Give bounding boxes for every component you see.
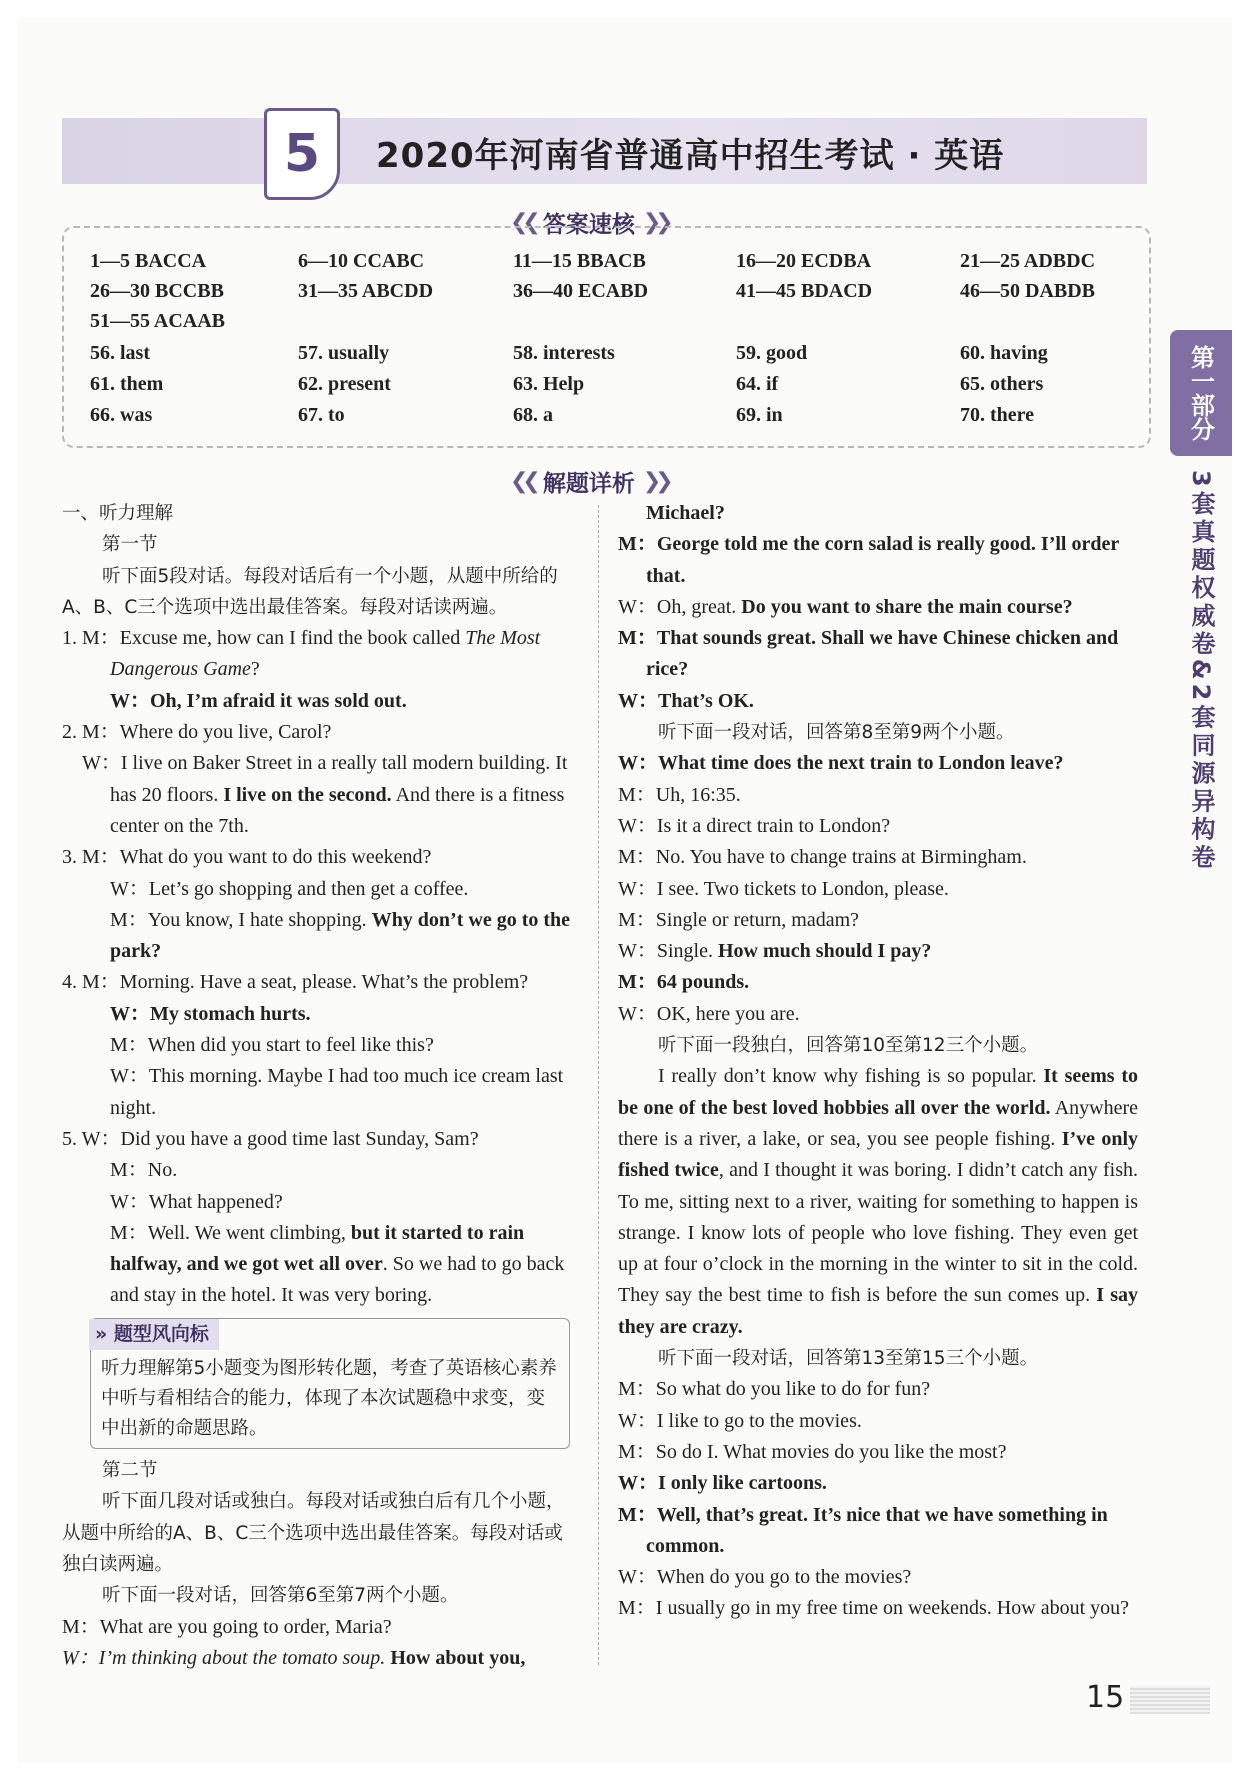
- section-heading: 第一节: [102, 534, 158, 556]
- dialogue-line: 1. M：Excuse me, how can I find the book called The Most Dangerous Game?: [62, 627, 541, 681]
- dialogue-line: W：Let’s go shopping and then get a coffee.: [110, 877, 469, 900]
- column-divider: [598, 505, 599, 1665]
- dialogue-line: W：This morning. Maybe I had too much ice cream last night.: [110, 1065, 564, 1119]
- instruction-text: 听下面一段对话，回答第13至第15三个小题。: [658, 1348, 1039, 1370]
- analysis-title-text: 解题详析: [542, 471, 635, 497]
- answer-item: 67. to: [298, 404, 345, 426]
- answer-item: 57. usually: [298, 342, 390, 364]
- dialogue-line: W：Single. How much should I pay?: [618, 940, 932, 963]
- dialogue-line: M：What are you going to order, Maria?: [62, 1615, 392, 1638]
- answer-item: 16—20 ECDBA: [736, 250, 872, 272]
- dialogue-line: M：Single or return, madam?: [618, 908, 860, 931]
- dialogue-line: 3. M：What do you want to do this weekend?: [62, 846, 432, 869]
- answer-item: 21—25 ADBDC: [960, 250, 1096, 272]
- dialogue-line: W：My stomach hurts.: [110, 1002, 311, 1025]
- page-title: 2020年河南省普通高中招生考试 · 英语: [376, 136, 1005, 176]
- dialogue-line: Michael?: [646, 502, 725, 524]
- dialogue-line: W：Is it a direct train to London?: [618, 814, 891, 837]
- page-number-bar: [1130, 1686, 1210, 1714]
- tip-box: [90, 1318, 570, 1449]
- dialogue-line: M：When did you start to feel like this?: [110, 1034, 434, 1057]
- dialogue-line: M：64 pounds.: [618, 971, 750, 994]
- answer-item: 63. Help: [513, 373, 585, 395]
- side-tab: 第一部分: [1170, 330, 1232, 456]
- answer-item: 46—50 DABDB: [960, 280, 1096, 302]
- right-arrows-icon: ❯❯: [642, 469, 668, 494]
- section-heading: 第二节: [102, 1460, 158, 1482]
- dialogue-line: W：What happened?: [110, 1190, 283, 1213]
- answer-item: 41—45 BDACD: [736, 280, 873, 302]
- answer-item: 65. others: [960, 373, 1044, 395]
- side-label: 3套真题权威卷&2套同源异构卷: [1187, 470, 1215, 873]
- part-heading: 一、听力理解: [62, 503, 174, 524]
- instruction-text: 听下面几段对话或独白。每段对话或独白后有几个小题，从题中所给的A、B、C三个选项中选出最佳答案。每段对话或独白读两遍。: [62, 1491, 565, 1575]
- answer-item: 26—30 BCCBB: [90, 280, 224, 302]
- dialogue-line: 5. W：Did you have a good time last Sunday, Sam?: [62, 1127, 479, 1150]
- page-number: 15: [1086, 1680, 1125, 1715]
- dialogue-line: M：Uh, 16:35.: [618, 783, 741, 806]
- answer-item: 62. present: [298, 373, 391, 395]
- dialogue-line: 4. M：Morning. Have a seat, please. What’s the problem?: [62, 971, 529, 994]
- answer-item: 61. them: [90, 373, 164, 395]
- dialogue-line: M：You know, I hate shopping. Why don’t we go to the park?: [110, 908, 571, 963]
- dialogue-line: M：That sounds great. Shall we have Chinese chicken and rice?: [618, 627, 1119, 681]
- instruction-text: 听下面一段对话，回答第6至第7两个小题。: [102, 1585, 459, 1607]
- tip-text: 听力理解第5小题变为图形转化题，考查了英语核心素养中听与看相结合的能力，体现了本次试题稳中求变，变中出新的命题思路。: [101, 1358, 557, 1440]
- instruction-text: 听下面一段独白，回答第10至第12三个小题。: [658, 1035, 1039, 1057]
- dialogue-line: M：So what do you like to do for fun?: [618, 1378, 931, 1401]
- answer-item: 36—40 ECABD: [513, 280, 649, 302]
- answer-item: 60. having: [960, 342, 1048, 364]
- left-column: [62, 498, 580, 1674]
- right-column: [618, 498, 1138, 1625]
- answer-item: 70. there: [960, 404, 1035, 426]
- answer-item: 6—10 CCABC: [298, 250, 425, 272]
- dialogue-line: M：No. You have to change trains at Birmingham.: [618, 846, 1027, 869]
- answer-item: 66. was: [90, 404, 153, 426]
- answer-item: 68. a: [513, 404, 553, 426]
- dialogue-line: M：So do I. What movies do you like the most?: [618, 1440, 1007, 1463]
- left-arrows-icon: ❮❮: [510, 469, 535, 494]
- instruction-text: 听下面一段对话，回答第8至第9两个小题。: [658, 722, 1015, 744]
- answer-item: 11—15 BBACB: [513, 250, 646, 272]
- answer-item: 56. last: [90, 342, 150, 364]
- answer-item: 58. interests: [513, 342, 615, 364]
- dialogue-line: W：I see. Two tickets to London, please.: [618, 877, 949, 900]
- dialogue-line: W：OK, here you are.: [618, 1002, 800, 1025]
- paper-number-badge: 5: [264, 108, 340, 200]
- monologue-text: I really don’t know why fishing is so popular. It seems to be one of the best loved hobbies all over the world. Anywhere there is a river, a lake, or sea, you see people fishing. I’ve only fished twice, and I thought it was boring. I didn’t catch any fish. To me, sitting next to a river, waiting for something to happen is strange. I know lots of people who love fishing. They even get up at four o’clock in the morning in the winter to sit in the cold. They say the best time to fish is before the sun comes up. I say they are crazy.: [618, 1065, 1138, 1338]
- answer-item: 1—5 BACCA: [90, 250, 207, 272]
- right-arrows-icon: ❯❯: [642, 210, 668, 235]
- instruction-text: 听下面5段对话。每段对话后有一个小题，从题中所给的A、B、C三个选项中选出最佳答案。每段对话读两遍。: [62, 565, 558, 618]
- dialogue-line: W：I live on Baker Street in a really tall modern building. It has 20 floors. I live on the second. And there is a fitness center on the 7th.: [82, 752, 568, 837]
- dialogue-line: W：What time does the next train to London leave?: [618, 752, 1064, 775]
- answer-item: 31—35 ABCDD: [298, 280, 434, 302]
- answer-item: 69. in: [736, 404, 783, 426]
- answer-item: 51—55 ACAAB: [90, 310, 226, 332]
- dialogue-line: W：I’m thinking about the tomato soup. How about you,: [62, 1646, 526, 1669]
- tip-heading: » 题型风向标: [89, 1319, 219, 1350]
- dialogue-line: M：No.: [110, 1159, 178, 1182]
- dialogue-line: M：Well, that’s great. It’s nice that we have something in common.: [618, 1503, 1108, 1557]
- answers-title-text: 答案速核: [542, 212, 635, 238]
- dialogue-line: W：I like to go to the movies.: [618, 1409, 862, 1432]
- dialogue-line: W：I only like cartoons.: [618, 1472, 827, 1495]
- analysis-section-title: [510, 465, 668, 498]
- dialogue-line: 2. M：Where do you live, Carol?: [62, 721, 332, 744]
- dialogue-line: M：Well. We went climbing, but it started to rain halfway, and we got wet all over. So we had to go back and stay in the hotel. It was very boring.: [110, 1221, 565, 1307]
- dialogue-line: M：I usually go in my free time on weekends. How about you?: [618, 1597, 1130, 1620]
- dialogue-line: W：Oh, I’m afraid it was sold out.: [110, 689, 407, 712]
- dialogue-line: W：That’s OK.: [618, 689, 754, 712]
- left-arrows-icon: ❮❮: [510, 210, 535, 235]
- answer-item: 59. good: [736, 342, 808, 364]
- answer-item: 64. if: [736, 373, 779, 395]
- dialogue-line: W：Oh, great. Do you want to share the main course?: [618, 595, 1073, 618]
- dialogue-line: M：George told me the corn salad is really good. I’ll order that.: [618, 533, 1119, 587]
- dialogue-line: W：When do you go to the movies?: [618, 1566, 912, 1589]
